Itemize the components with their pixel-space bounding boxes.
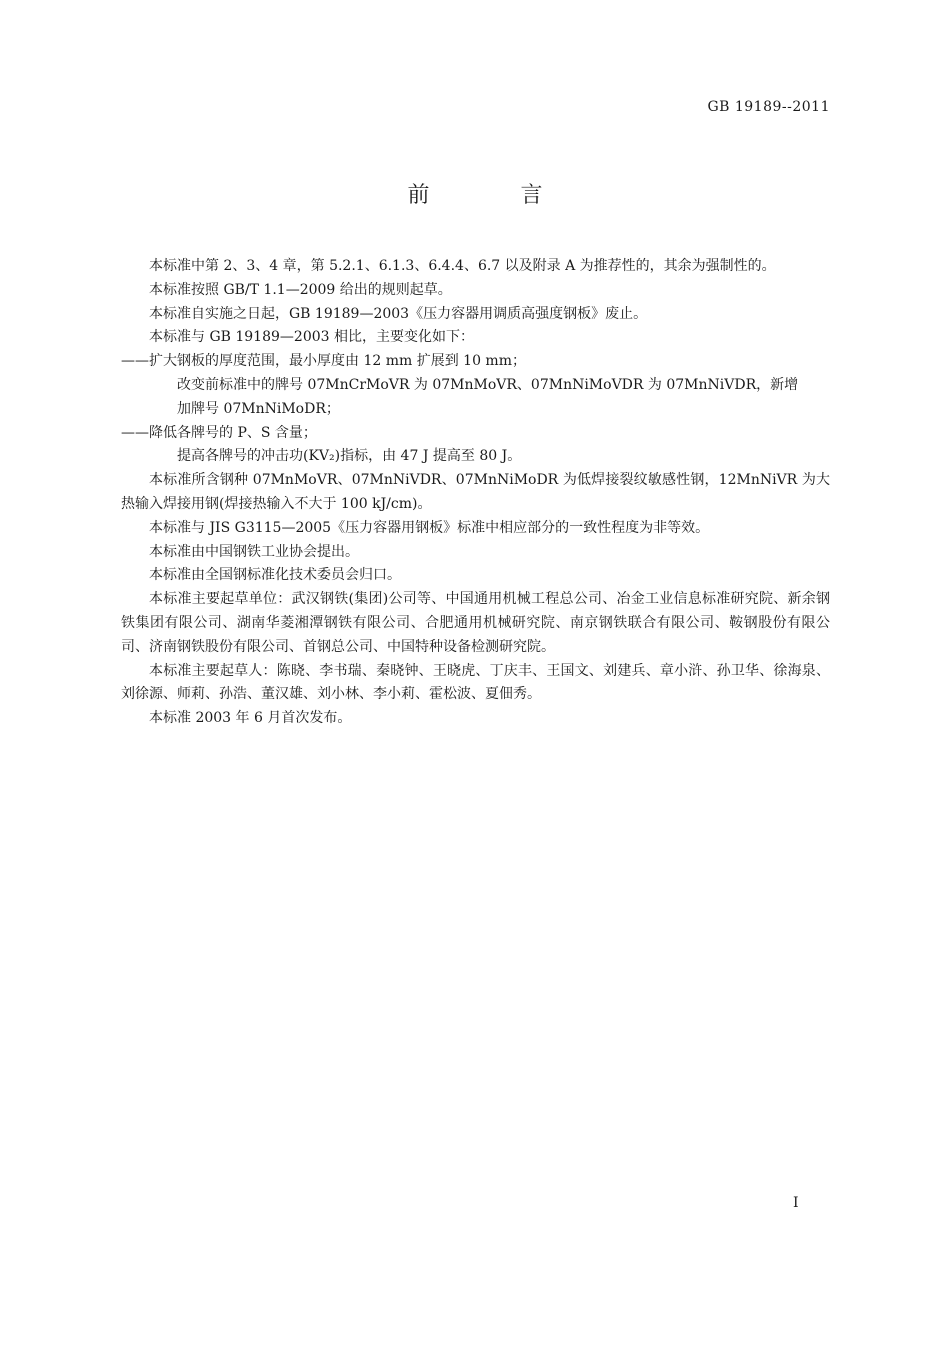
paragraph-replacement: 本标准自实施之日起，GB 19189—2003《压力容器用调质高强度钢板》废止。 — [149, 305, 648, 322]
foreword-body — [121, 255, 830, 731]
change-item-ps-content: ——降低各牌号的 P、S 含量； — [121, 424, 317, 441]
paragraph-changes-intro: 本标准与 GB 19189—2003 相比，主要变化如下： — [149, 329, 474, 346]
page-title: 前 言 — [407, 183, 585, 208]
paragraph-consistency: 本标准与 JIS G3115—2005《压力容器用钢板》标准中相应部分的一致性程度为非等效。 — [149, 519, 710, 536]
paragraph-first-release: 本标准 2003 年 6 月首次发布。 — [149, 710, 352, 727]
paragraph-drafting-rules: 本标准按照 GB/T 1.1—2009 给出的规则起草。 — [149, 281, 452, 298]
paragraph-scope: 本标准中第 2、3、4 章，第 5.2.1、6.1.3、6.4.4、6.7 以及附录 A 为推荐性的，其余为强制性的。 — [149, 258, 776, 274]
change-item-grades: 改变前标准中的牌号 07MnCrMoVR 为 07MnMoVR、07MnNiMoVDR 为 07MnNiVDR，新增 — [177, 376, 799, 393]
paragraph-committee: 本标准由全国钢标准化技术委员会归口。 — [149, 567, 401, 584]
standard-code: GB 19189--2011 — [707, 99, 830, 115]
paragraph-drafters: 本标准主要起草人：陈晓、李书瑞、秦晓钟、王晓虎、丁庆丰、王国文、刘建兵、章小浒、孙卫华、徐海泉、刘徐源、师莉、孙浩、董汉雄、刘小林、李小莉、霍松波、夏佃秀。 — [121, 662, 830, 703]
paragraph-steel-types: 本标准所含钢种 07MnMoVR、07MnNiVDR、07MnNiMoDR 为低焊接裂纹敏感性钢，12MnNiVR 为大热输入焊接用钢(焊接热输入不大于 100 kJ/cm)。 — [121, 472, 830, 512]
page-number: I — [793, 1195, 799, 1211]
paragraph-drafting-units: 本标准主要起草单位：武汉钢铁(集团)公司等、中国通用机械工程总公司、冶金工业信息标准研究院、新余钢铁集团有限公司、湖南华菱湘潭钢铁有限公司、合肥通用机械研究院、南京钢铁联合有限公司、鞍钢股份有限公司、济南钢铁股份有限公司、首钢总公司、中国特种设备检测研究院。 — [121, 591, 830, 655]
change-item-thickness: ——扩大钢板的厚度范围，最小厚度由 12 mm 扩展到 10 mm； — [121, 353, 526, 370]
change-item-impact: 提高各牌号的冲击功(KV₂)指标，由 47 J 提高至 80 J。 — [177, 448, 522, 465]
paragraph-proposer: 本标准由中国钢铁工业协会提出。 — [149, 543, 359, 560]
change-item-grades-continued: 加牌号 07MnNiMoDR； — [177, 400, 340, 417]
